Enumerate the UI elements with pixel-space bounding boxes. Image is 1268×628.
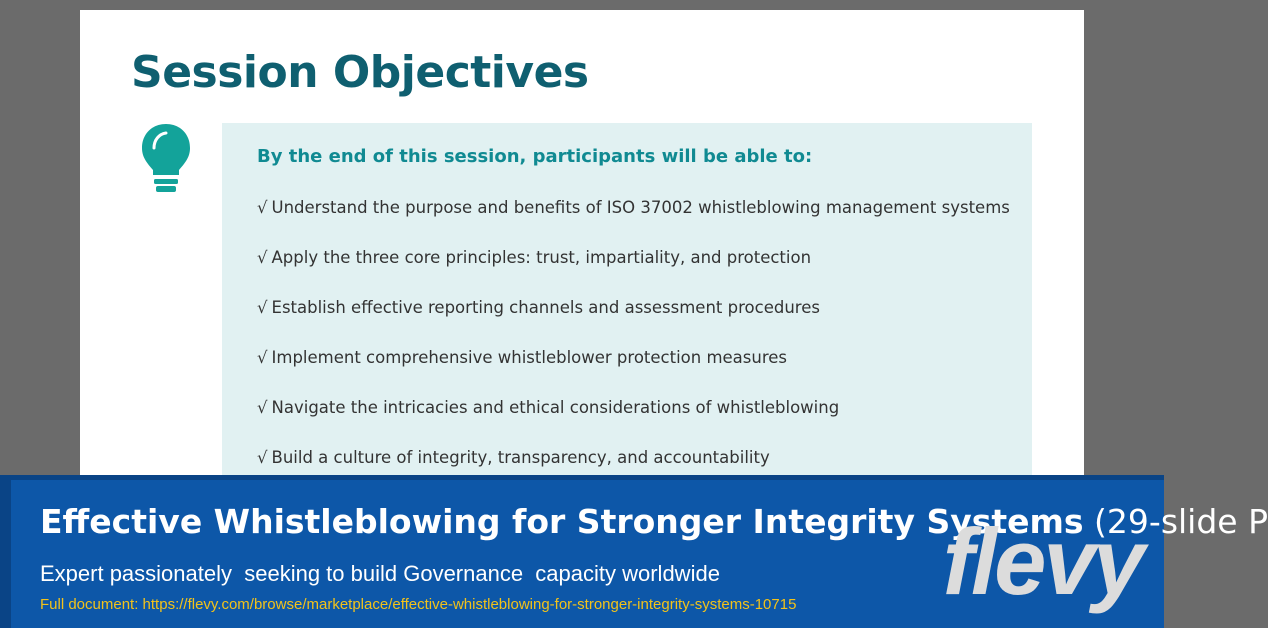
- slide: [80, 10, 1084, 480]
- banner-title-main: Effective Whistleblowing for Stronger Integrity Systems: [40, 502, 1084, 541]
- check-icon: √: [257, 448, 268, 467]
- banner-stripe: [0, 480, 11, 628]
- slide-title: Session Objectives: [131, 47, 589, 98]
- check-icon: √: [257, 298, 268, 317]
- objectives-panel: [222, 123, 1032, 493]
- lightbulb-icon: [140, 122, 192, 194]
- list-item: [257, 397, 1010, 447]
- list-item: [257, 297, 1010, 347]
- check-icon: √: [257, 248, 268, 267]
- check-icon: √: [257, 198, 268, 217]
- objective-text: Establish effective reporting channels and assessment procedures: [271, 298, 820, 317]
- banner-divider: [0, 475, 1164, 480]
- list-item: [257, 247, 1010, 297]
- objectives-list: [257, 197, 1010, 497]
- list-item: [257, 197, 1010, 247]
- banner-title-suffix: (29-slide P: [1083, 502, 1268, 541]
- banner-subtitle: Expert passionately seeking to build Governance capacity worldwide: [40, 561, 720, 586]
- objective-text: Understand the purpose and benefits of ISO 37002 whistleblowing management systems: [271, 198, 1010, 217]
- document-link[interactable]: Full document: https://flevy.com/browse/marketplace/effective-whistleblowing-for-stronger-integrity-systems-10715: [40, 596, 797, 613]
- check-icon: √: [257, 398, 268, 417]
- panel-heading: By the end of this session, participants will be able to:: [257, 146, 813, 167]
- list-item: [257, 347, 1010, 397]
- objective-text: Apply the three core principles: trust, impartiality, and protection: [271, 248, 812, 267]
- objective-text: Navigate the intricacies and ethical considerations of whistleblowing: [271, 398, 840, 417]
- promo-banner: [0, 475, 1268, 628]
- objective-text: Implement comprehensive whistleblower protection measures: [271, 348, 788, 367]
- flevy-logo[interactable]: flevy: [942, 509, 1142, 614]
- check-icon: √: [257, 348, 268, 367]
- objective-text: Build a culture of integrity, transparency, and accountability: [271, 448, 770, 467]
